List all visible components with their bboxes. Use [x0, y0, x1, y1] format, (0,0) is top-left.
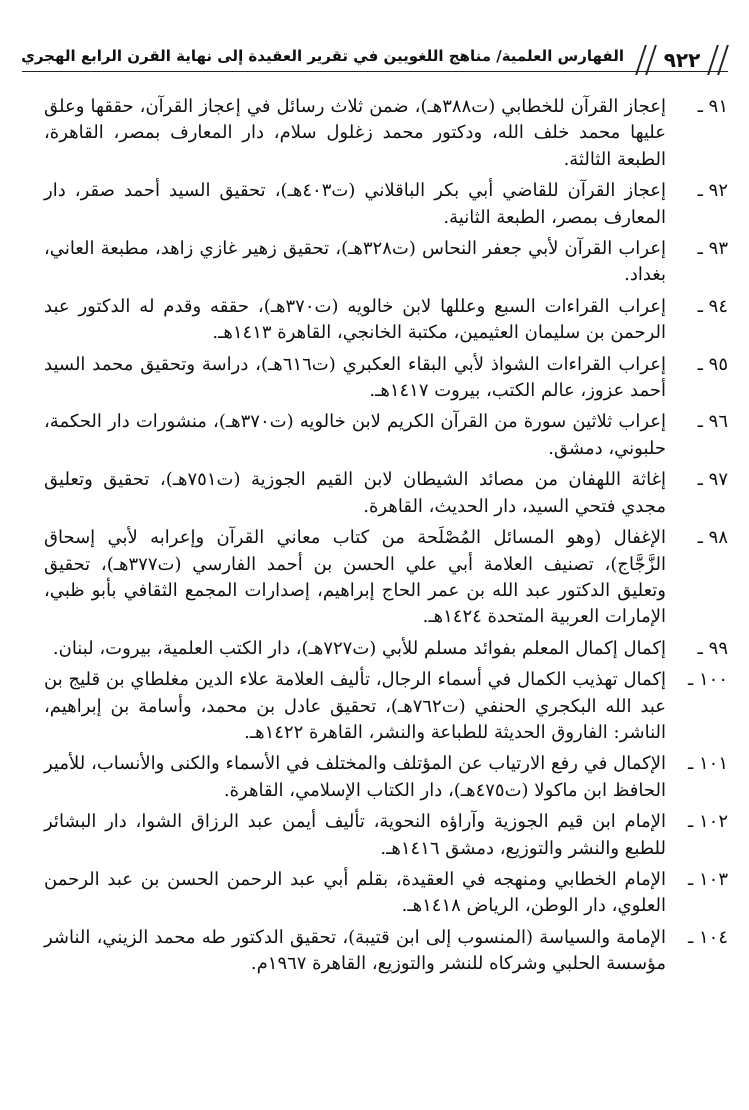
bibliography-entry — [44, 636, 728, 662]
bibliography-entry — [44, 94, 728, 173]
entry-text: الإمام الخطابي ومنهجه في العقيدة، بقلم أبي عبد الرحمن الحسن بن عبد الرحمن العلوي، دار الوطن، الرياض ١٤١٨هـ. — [44, 868, 666, 917]
entry-number: ٩٥ ـ — [697, 353, 728, 375]
bibliography-entry — [44, 751, 728, 804]
entry-text: إعراب القراءات الشواذ لأبي البقاء العكبري (ت٦١٦هـ)، دراسة وتحقيق محمد السيد أحمد عزوز، عالم الكتب، بيروت ١٤١٧هـ. — [44, 353, 666, 402]
entry-number: ٩٢ ـ — [697, 180, 728, 202]
bibliography-entry — [44, 867, 728, 920]
entry-text: الإمامة والسياسة (المنسوب إلى ابن قتيبة)، تحقيق الدكتور طه محمد الزيني، الناشر مؤسسة الحلبي وشركاه للنشر والتوزيع، القاهرة ١٩٦٧م. — [44, 926, 666, 975]
running-header — [22, 44, 728, 74]
entry-text: إغاثة اللهفان من مصائد الشيطان لابن القيم الجوزية (ت٧٥١هـ)، تحقيق وتعليق مجدي فتحي السيد، دار الحديث، القاهرة. — [44, 469, 666, 517]
bibliography-entry — [44, 925, 728, 978]
entry-text: إعجاز القرآن للقاضي أبي بكر الباقلاني (ت٤٠٣هـ)، تحقيق السيد أحمد صقر، دار المعارف بمصر، الطبعة الثانية. — [44, 180, 666, 228]
bibliography-entry — [44, 467, 728, 520]
header-rule — [22, 71, 728, 72]
entry-number: ٩٤ ـ — [697, 295, 728, 317]
entry-number: ٩١ ـ — [697, 96, 728, 117]
entry-number: ١٠٢ ـ — [687, 811, 728, 833]
entry-text: الإغفال (وهو المسائل المُصْلَحة من كتاب معاني القرآن وإعرابه لأبي إسحاق الزَّجَّاج)، تصنيف العلامة أبي علي الحسن بن أحمد الفارسي (ت٣٧٧هـ)، تحقيق وتعليق الدكتور عبد الله بن عمر الحاج إبراهيم، إصدارات المجمع الثقافي بأبو ظبي، الإمارات العربية المتحدة ١٤٢٤هـ. — [44, 527, 667, 628]
bibliography-entry — [44, 236, 728, 289]
entry-number: ١٠٣ ـ — [687, 868, 728, 890]
entry-text: إكمال تهذيب الكمال في أسماء الرجال، تأليف العلامة علاء الدين مغلطاي بن قليج بن عبد الله البكجري الحنفي (ت٧٦٢هـ)، تحقيق عادل بن محمد، وأسامة بن إبراهيم، الناشر: الفاروق الحديثة للطباعة والنشر، القاهرة ١٤٢٢هـ. — [44, 669, 666, 743]
entry-number: ٩٩ ـ — [697, 637, 728, 659]
entry-text: الإكمال في رفع الارتياب عن المؤتلف والمختلف في الأسماء والكنى والأنساب، للأمير الحافظ ابن ماكولا (ت٤٧٥هـ)، دار الكتاب الإسلامي، القاهرة. — [44, 753, 666, 801]
entry-text: إعراب القراءات السبع وعللها لابن خالويه (ت٣٧٠هـ)، حققه وقدم له الدكتور عبد الرحمن بن سليمان العثيمين، مكتبة الخانجي، القاهرة ١٤١٣هـ. — [44, 295, 666, 344]
bibliography-entry — [44, 178, 728, 231]
entry-text: إعراب ثلاثين سورة من القرآن الكريم لابن خالويه (ت٣٧٠هـ)، منشورات دار الحكمة، حلبوني، دمشق. — [44, 411, 666, 459]
bibliography-list — [44, 94, 728, 983]
page-number: ٩٢٢ — [636, 48, 728, 72]
entry-number: ٩٦ ـ — [697, 411, 728, 433]
entry-text: إكمال إكمال المعلم بفوائد مسلم للأبي (ت٧٢٧هـ)، دار الكتب العلمية، بيروت، لبنان. — [52, 637, 666, 659]
entry-text: إعراب القرآن لأبي جعفر النحاس (ت٣٢٨هـ)، تحقيق زهير غازي زاهد، مطبعة العاني، بغداد. — [44, 238, 666, 286]
entry-text: الإمام ابن قيم الجوزية وآراؤه النحوية، تأليف أيمن عبد الرزاق الشوا، دار البشائر للطبع والنشر والتوزيع، دمشق ١٤١٦هـ. — [44, 811, 666, 859]
bibliography-entry — [44, 809, 728, 862]
bibliography-entry — [44, 525, 728, 631]
entry-number: ٩٨ ـ — [697, 527, 728, 549]
entry-number: ١٠١ ـ — [687, 753, 728, 775]
bibliography-entry — [44, 294, 728, 347]
running-title: الفهارس العلمية/ مناهج اللغويين في تقرير العقيدة إلى نهاية القرن الرابع الهجري — [21, 47, 624, 65]
entry-number: ١٠٤ ـ — [687, 926, 728, 948]
bibliography-entry — [44, 667, 728, 746]
entry-number: ٩٧ ـ — [697, 469, 728, 491]
bibliography-entry — [44, 409, 728, 462]
entry-text: إعجاز القرآن للخطابي (ت٣٨٨هـ)، ضمن ثلاث رسائل في إعجاز القرآن، حققها وعلق عليها محمد خلف الله، ودكتور محمد زغلول سلام، دار المعارف بمصر، القاهرة، الطبعة الثالثة. — [44, 96, 667, 170]
entry-number: ١٠٠ ـ — [687, 669, 728, 691]
entry-number: ٩٣ ـ — [697, 238, 728, 260]
bibliography-entry — [44, 352, 728, 405]
